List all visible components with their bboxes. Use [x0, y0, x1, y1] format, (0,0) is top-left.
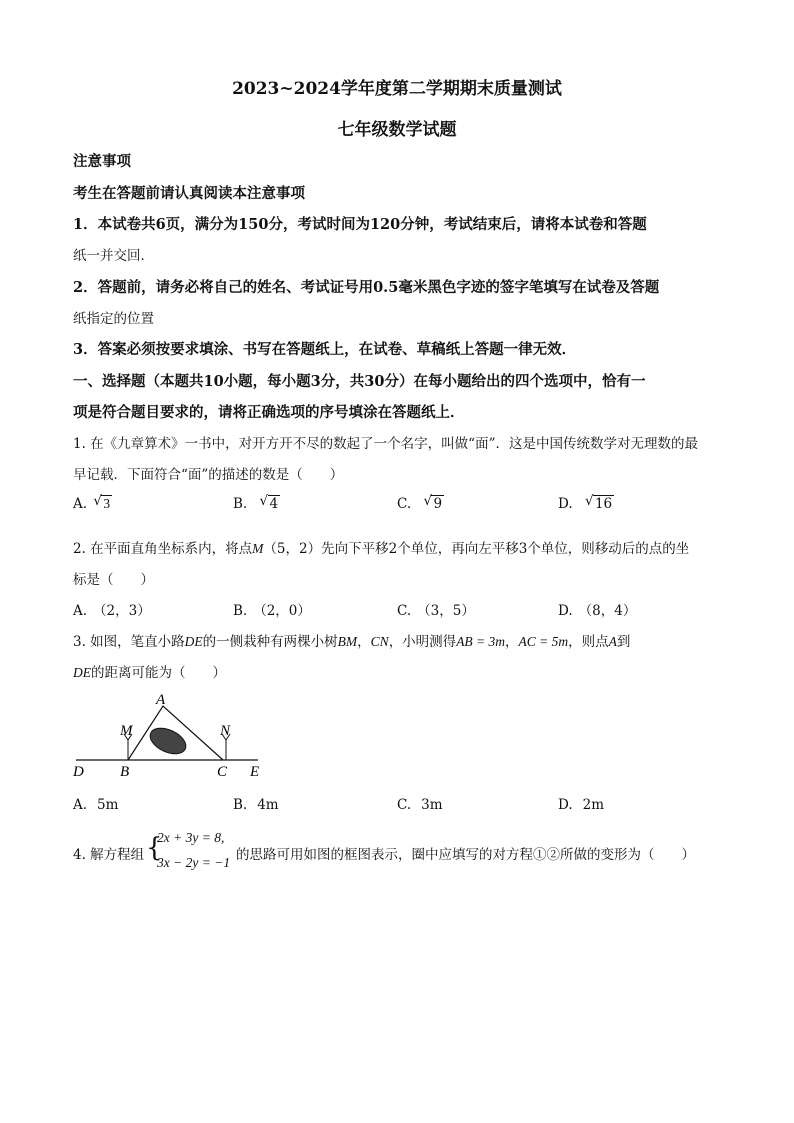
q1-option-b-label: B. — [233, 496, 248, 512]
q2-option-d: D. （8，4） — [558, 603, 637, 619]
notice-item-2-line-2: 纸指定的位置 — [73, 311, 154, 327]
q3-option-a: A. 5m — [73, 797, 119, 813]
q1-option-c — [397, 495, 444, 512]
label-n: N — [220, 723, 231, 739]
label-e: E — [250, 764, 260, 780]
q1-line-2: 早记载．下面符合“面”的描述的数是（ ） — [73, 467, 344, 483]
q1-option-d-label: D. — [558, 496, 573, 512]
exam-subtitle: 七年级数学试题 — [337, 120, 457, 140]
label-m: M — [120, 723, 133, 739]
blob-shape — [146, 723, 190, 759]
q3-option-c: C. 3m — [397, 797, 443, 813]
notice-item-3: 3．答案必须按要求填涂、书写在答题纸上，在试卷、草稿纸上答题一律无效． — [73, 341, 577, 358]
notice-intro: 考生在答题前请认真阅读本注意事项 — [73, 185, 305, 202]
q3-line-2: DE的距离可能为（ ） — [73, 665, 226, 681]
label-c: C — [217, 764, 228, 780]
q4-equation-1: 2x + 3y = 8, — [157, 830, 225, 845]
q4-brace: { — [146, 833, 163, 863]
section-1-line-1: 一、选择题（本题共10小题，每小题3分，共30分）在每小题给出的四个选项中，恰有一 — [73, 373, 646, 390]
q1-option-b-sqrt: √ 4 — [259, 493, 279, 512]
notice-heading: 注意事项 — [73, 153, 131, 170]
label-b: B — [120, 764, 130, 780]
q4-prefix: 4. 解方程组 — [73, 847, 145, 863]
q3-option-d: D. 2m — [558, 797, 605, 813]
exam-title: 2023~2024学年度第二学期期末质量测试 — [232, 79, 562, 99]
notice-item-2-line-1: 2．答题前，请务必将自己的姓名、考试证号用0.5毫米黑色字迹的签字笔填写在试卷及答题 — [73, 279, 660, 296]
q1-line-1: 1. 在《九章算术》一书中，对开方开不尽的数起了一个名字，叫做“面”．这是中国传统数学对无理数的最 — [73, 436, 698, 452]
q1-option-a-sqrt: √ 3 — [93, 493, 111, 511]
q1-option-c-sqrt: √ 9 — [423, 493, 443, 512]
q3-line-1: 3. 如图，笔直小路DE的一侧栽种有两棵小树BM，CN，小明测得AB = 3m，AC = 5m，则点A到 — [73, 634, 631, 650]
notice-item-1-line-2: 纸一并交回． — [73, 248, 154, 264]
q3-option-b: B. 4m — [233, 797, 279, 813]
notice-item-1-line-1: 1．本试卷共6页，满分为150分，考试时间为120分钟，考试结束后，请将本试卷和答题 — [73, 216, 647, 233]
q2-option-a: A. （2，3） — [73, 603, 151, 619]
q1-option-d-sqrt: √ 16 — [584, 493, 613, 512]
q2-option-b: B. （2，0） — [233, 603, 311, 619]
label-a: A — [156, 692, 166, 708]
q2-line-1: 2. 在平面直角坐标系内，将点M（5，2）先向下平移2个单位，再向左平移3个单位，则移动后的点的坐 — [73, 541, 690, 557]
q4-equation-2: 3x − 2y = −1 — [157, 855, 231, 870]
q3-figure — [68, 690, 278, 782]
q2-line-2: 标是（ ） — [73, 572, 154, 588]
q1-option-c-label: C. — [397, 496, 412, 512]
q1-option-d — [558, 495, 614, 512]
q4-text: 的思路可用如图的框图表示，圈中应填写的对方程①②所做的变形为（ ） — [236, 847, 695, 863]
q2-point-label: M — [252, 541, 264, 556]
q1-option-a-label: A. — [73, 496, 88, 512]
q1-option-a — [73, 495, 112, 512]
q1-option-b — [233, 495, 280, 512]
q2-option-c: C. （3，5） — [397, 603, 475, 619]
section-1-line-2: 项是符合题目要求的，请将正确选项的序号填涂在答题纸上． — [73, 404, 465, 421]
label-d: D — [73, 764, 84, 780]
